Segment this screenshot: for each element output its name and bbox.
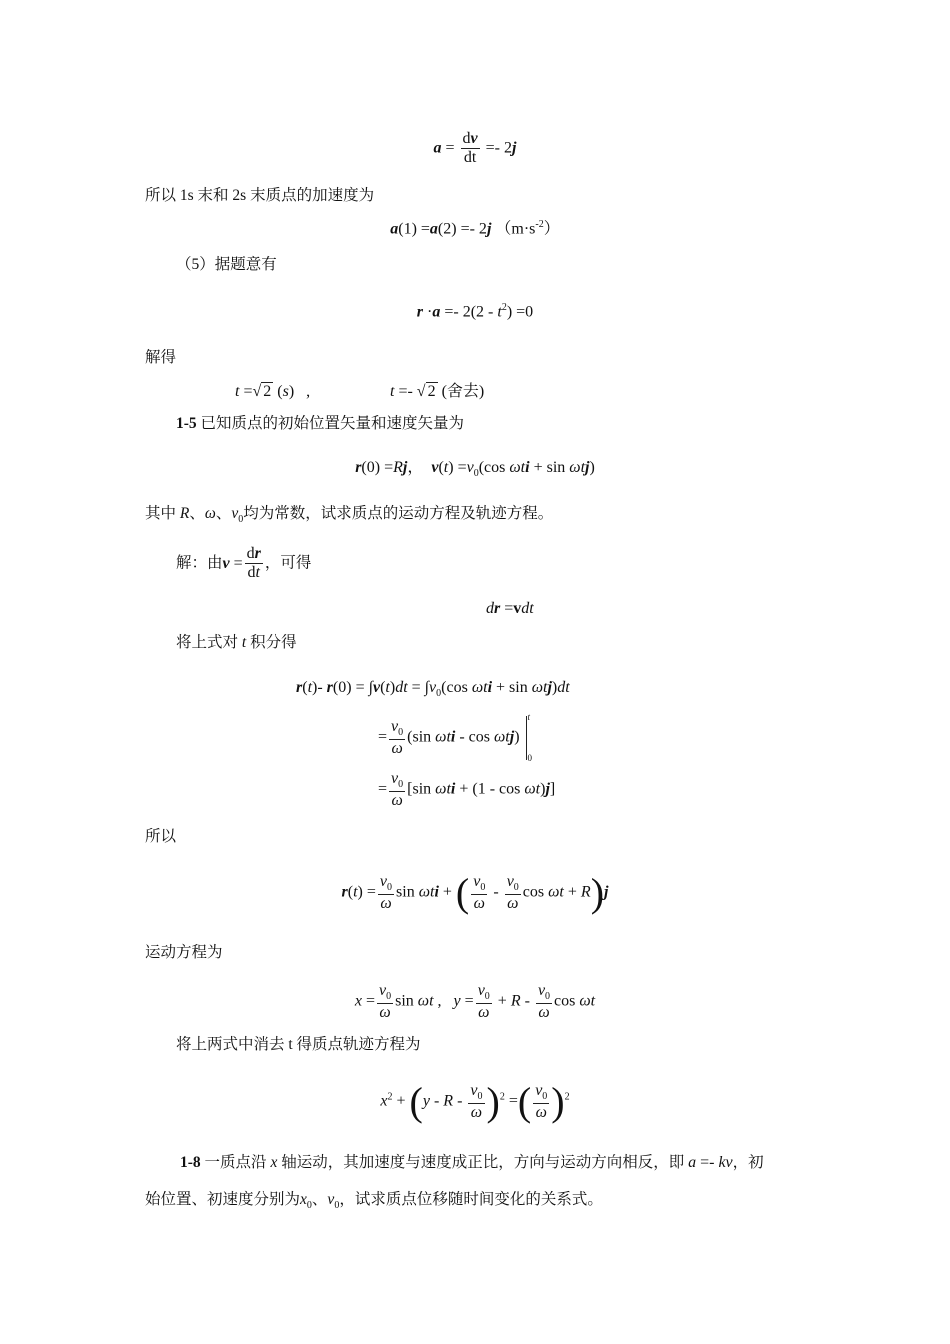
- equation-integral-line-3: = $\frac{v_0}{\omega}$ [sin ωti + (1 - cos ωt)j]: [378, 770, 556, 809]
- text-line-4: 解得: [145, 349, 177, 366]
- equation-acceleration-values: a(1) =a(2) =- 2j $(m\cdot s^{-2})$: [390, 219, 560, 238]
- equation-r-of-t: r(t) = $\frac{v_0}{\omega}$ sin ωti + ( $\frac{v_0}{\omega}$ - $\frac{v_0}{\omega}$ cos ωt + R)j: [341, 870, 609, 916]
- text-eliminate: 将上两式中消去 t 得质点轨迹方程为: [176, 1036, 421, 1053]
- problem-1-8-line-1: 1-8 一质点沿 x 轴运动，其加速度与速度成正比，方向与运动方向相反，即 a =- kv，初: [180, 1154, 764, 1171]
- text-motion-eq: 运动方程为: [145, 944, 223, 961]
- problem-1-8-line-2: 始位置、初速度分别为$x_0$、$v_0$，试求质点位移随时间变化的关系式。: [145, 1191, 603, 1212]
- equation-solution-2: t =- √ 2 (舍去): [390, 383, 485, 400]
- equation-acceleration: a = $\frac{dv}{dt}$ =- 2j: [433, 130, 517, 167]
- problem-1-5-statement: 1-5 已知质点的初始位置矢量和速度矢量为: [176, 415, 465, 432]
- unit-text: （m·s: [495, 220, 536, 238]
- text-integrate: 将上式对 t 积分得: [176, 634, 297, 651]
- text-line-1: 所以 1s 末和 2s 末质点的加速度为: [145, 187, 375, 204]
- equation-integral-line-1: r(t)- $r(0) = \int v(t)dt = \int v_0(\cos$ ωti + sin ωtj)dt: [296, 679, 570, 700]
- equation-dr: dr =vdt: [486, 600, 534, 617]
- equation-integral-line-2: = $\frac{v_0}{\omega}$ (sin ωti - cos ωtj) t 0: [378, 712, 533, 764]
- text-line-3: （5）据题意有: [176, 256, 277, 273]
- text-so: 所以: [145, 828, 177, 845]
- equation-trajectory: $x^2 + (y - R$ - $\frac{v_0}{\omega}$ )$^2$ =( $\frac{v_0}{\omega}$ )$^2$: [380, 1079, 570, 1125]
- text-constants: 其中 R、ω、$v_0$均为常数，试求质点的运动方程及轨迹方程。: [145, 505, 554, 526]
- equation-dot-product: $r \cdot a =- 2(2 - t^2) =0$: [416, 302, 534, 321]
- solution-lead: 解：由v = $\frac{dr}{dt}$ ，可得: [176, 545, 312, 582]
- equation-solution-1: t =√ 2 (s) ,: [235, 383, 311, 400]
- equation-xy: x = $\frac{v_0}{\omega}$ sin ωt , y = $\frac{v_0}{\omega}$ + R - $\frac{v_0}{\omega}$ cos ωt: [354, 982, 596, 1021]
- equation-initial-conditions: r(0) =Rj， $v(t) =v_0(\cos$ ωti + sin ωtj): [355, 459, 595, 480]
